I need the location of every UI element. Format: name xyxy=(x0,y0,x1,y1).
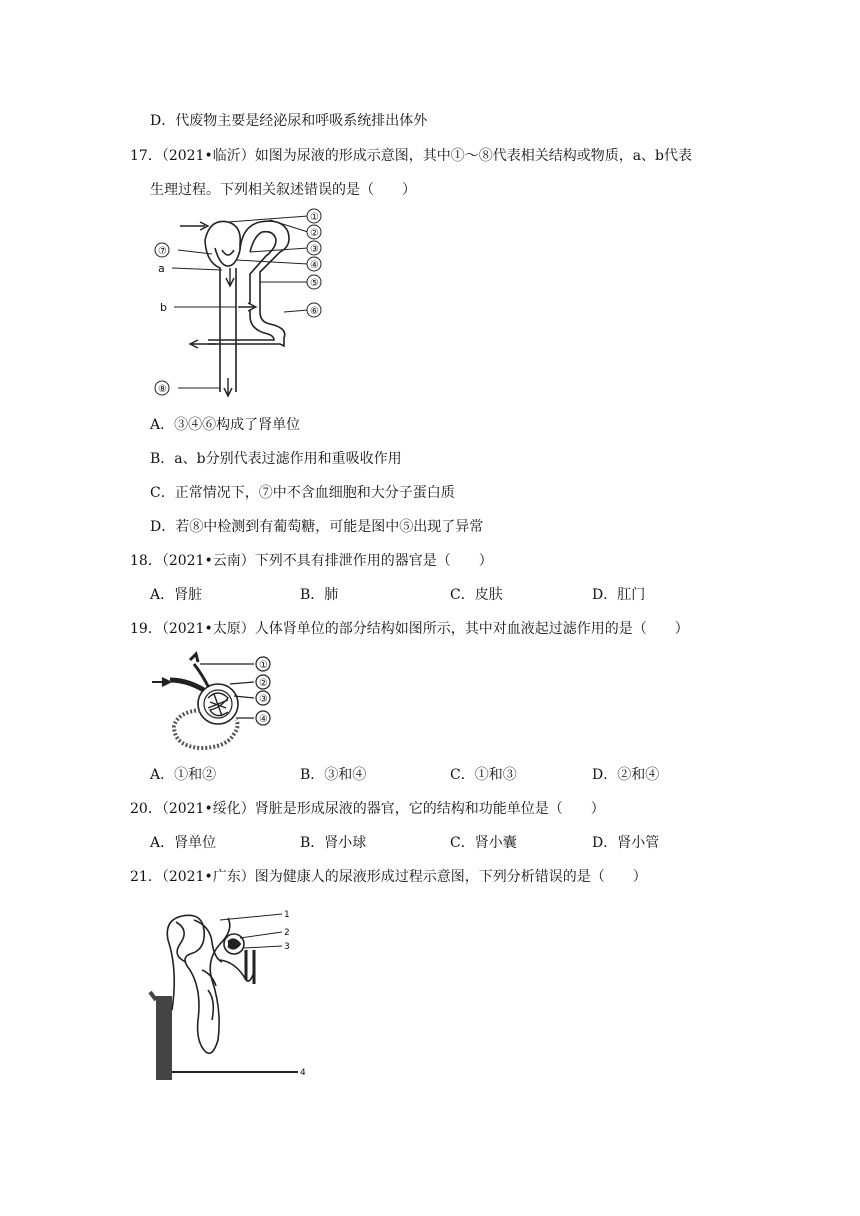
q17-label-2: ② xyxy=(310,228,319,239)
q18-option-a: A．肾脏 xyxy=(150,587,203,603)
q19-label-2: ② xyxy=(259,678,268,689)
q19-option-a: A．①和② xyxy=(150,767,217,783)
q17-option-c: C．正常情况下，⑦中不含血细胞和大分子蛋白质 xyxy=(150,485,455,501)
q19-label-4: ④ xyxy=(259,714,268,725)
q20-option-a: A．肾单位 xyxy=(150,835,217,851)
q17-option-b: B．a、b分别代表过滤作用和重吸收作用 xyxy=(150,451,402,467)
q17-label-b: b xyxy=(160,301,167,314)
q19-stem: 19．（2021•太原）人体肾单位的部分结构如图所示，其中对血液起过滤作用的是（ ） xyxy=(130,621,689,637)
q17-label-4: ④ xyxy=(310,260,319,271)
q17-label-a: a xyxy=(158,262,165,275)
q21-label-2: 2 xyxy=(284,928,290,938)
q19-glomerulus-diagram xyxy=(150,650,280,755)
q21-label-4: 4 xyxy=(300,1068,306,1078)
q16-option-d: D．代废物主要是经泌尿和呼吸系统排出体外 xyxy=(150,113,428,129)
q21-label-3: 3 xyxy=(284,942,290,952)
q19-option-d: D．②和④ xyxy=(592,767,660,783)
q17-stem-line1: 17．（2021•临沂）如图为尿液的形成示意图，其中①～⑧代表相关结构或物质，a、b代表 xyxy=(130,148,693,164)
q21-label-1: 1 xyxy=(284,910,290,920)
q19-label-3: ③ xyxy=(259,694,268,705)
q19-option-b: B．③和④ xyxy=(300,767,367,783)
q17-label-6: ⑥ xyxy=(310,306,319,317)
q17-label-1: ① xyxy=(310,212,319,223)
q17-label-7: ⑦ xyxy=(158,246,167,257)
q20-option-d: D．肾小管 xyxy=(592,835,660,851)
q20-option-b: B．肾小球 xyxy=(300,835,367,851)
q18-option-c: C．皮肤 xyxy=(450,587,503,603)
q17-label-8: ⑧ xyxy=(158,384,167,395)
q18-option-d: D．肛门 xyxy=(592,587,646,603)
q21-stem: 21．（2021•广东）图为健康人的尿液形成过程示意图，下列分析错误的是（ ） xyxy=(130,869,647,885)
q18-option-b: B．肺 xyxy=(300,587,339,603)
q21-urine-formation-diagram xyxy=(150,900,310,1080)
q19-option-c: C．①和③ xyxy=(450,767,517,783)
q17-option-a: A．③④⑥构成了肾单位 xyxy=(150,417,301,433)
q17-label-5: ⑤ xyxy=(310,278,319,289)
q17-stem-line2: 生理过程。下列相关叙述错误的是（ ） xyxy=(150,182,416,198)
q18-stem: 18．（2021•云南）下列不具有排泄作用的器官是（ ） xyxy=(130,553,493,569)
q20-stem: 20．（2021•绥化）肾脏是形成尿液的器官，它的结构和功能单位是（ ） xyxy=(130,801,605,817)
q17-label-3: ③ xyxy=(310,244,319,255)
q19-label-1: ① xyxy=(259,660,268,671)
q17-nephron-diagram xyxy=(150,212,350,402)
q17-option-d: D．若⑧中检测到有葡萄糖，可能是图中⑤出现了异常 xyxy=(150,519,484,535)
q20-option-c: C．肾小囊 xyxy=(450,835,517,851)
